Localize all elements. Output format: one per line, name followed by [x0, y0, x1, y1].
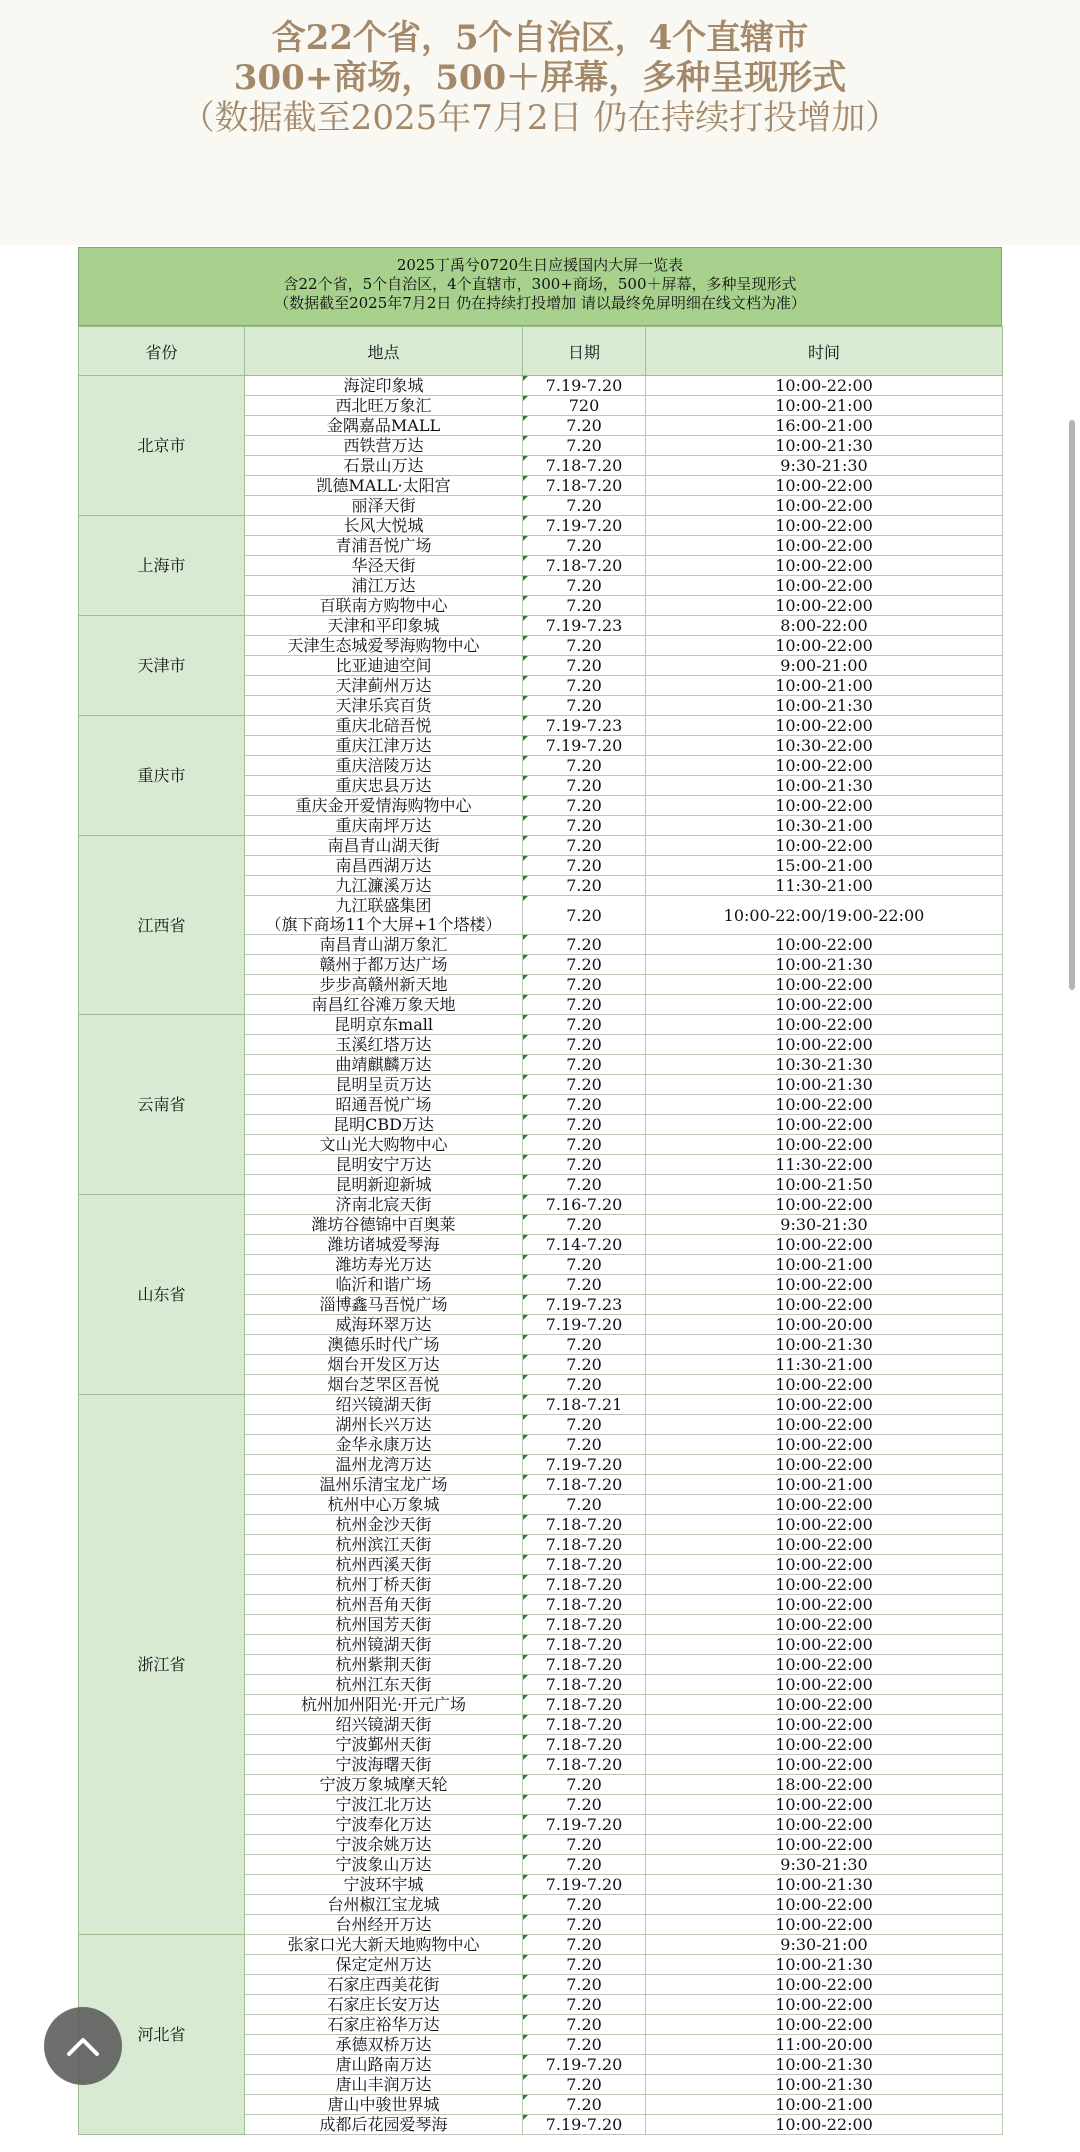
location-cell: 昆明安宁万达: [245, 1155, 523, 1175]
time-cell: 10:00-22:00: [646, 1535, 1003, 1555]
location-cell: 浦江万达: [245, 576, 523, 596]
date-cell: 7.20: [523, 536, 646, 556]
date-cell: 7.18-7.20: [523, 1595, 646, 1615]
location-cell: 绍兴镜湖天街: [245, 1395, 523, 1415]
time-cell: 16:00-21:00: [646, 416, 1003, 436]
date-cell: 7.20: [523, 896, 646, 935]
date-cell: 7.20: [523, 1955, 646, 1975]
date-cell: 7.19-7.20: [523, 2115, 646, 2135]
table-row: [79, 1395, 1003, 1415]
time-cell: 10:00-22:00: [646, 1655, 1003, 1675]
time-cell: 10:00-21:30: [646, 776, 1003, 796]
location-cell: 文山光大购物中心: [245, 1135, 523, 1155]
time-cell: 10:00-22:00: [646, 1095, 1003, 1115]
date-cell: 7.20: [523, 1135, 646, 1155]
date-cell: 7.20: [523, 596, 646, 616]
location-cell: 石家庄西美花街: [245, 1975, 523, 1995]
time-cell: 10:00-22:00: [646, 836, 1003, 856]
location-cell: 宁波江北万达: [245, 1795, 523, 1815]
time-cell: 10:30-21:00: [646, 816, 1003, 836]
hero-headline: 含22个省，5个自治区，4个直辖市: [271, 18, 809, 58]
schedule-sheet: [78, 247, 1002, 2135]
time-cell: 9:30-21:30: [646, 456, 1003, 476]
time-cell: 10:00-22:00: [646, 1975, 1003, 1995]
location-cell: 九江濂溪万达: [245, 876, 523, 896]
sheet-title: 2025丁禹兮0720生日应援国内大屏一览表: [396, 256, 684, 274]
schedule-table: [78, 326, 1003, 2135]
time-cell: 10:00-22:00: [646, 2115, 1003, 2135]
location-cell: 重庆金开爱情海购物中心: [245, 796, 523, 816]
time-cell: 10:00-21:30: [646, 955, 1003, 975]
province-cell: 重庆市: [79, 716, 245, 836]
date-cell: 7.20: [523, 1915, 646, 1935]
time-cell: 9:30-21:30: [646, 1215, 1003, 1235]
time-cell: 10:00-22:00: [646, 476, 1003, 496]
date-cell: 7.20: [523, 975, 646, 995]
date-cell: 7.20: [523, 576, 646, 596]
date-cell: 7.19-7.20: [523, 1815, 646, 1835]
date-cell: 7.20: [523, 1095, 646, 1115]
time-cell: 9:30-21:30: [646, 1855, 1003, 1875]
date-cell: 7.20: [523, 2095, 646, 2115]
date-cell: 7.19-7.20: [523, 736, 646, 756]
page-scrollbar[interactable]: [1069, 420, 1075, 990]
date-cell: 7.18-7.20: [523, 1515, 646, 1535]
date-cell: 7.20: [523, 1035, 646, 1055]
location-cell: 石家庄裕华万达: [245, 2015, 523, 2035]
location-cell: 长风大悦城: [245, 516, 523, 536]
table-row: [79, 376, 1003, 396]
location-cell: 绍兴镜湖天街: [245, 1715, 523, 1735]
location-cell: 潍坊寿光万达: [245, 1255, 523, 1275]
date-cell: 7.19-7.20: [523, 1315, 646, 1335]
time-cell: 10:30-21:30: [646, 1055, 1003, 1075]
location-cell: 金隅嘉品MALL: [245, 416, 523, 436]
date-cell: 7.20: [523, 416, 646, 436]
province-cell: 浙江省: [79, 1395, 245, 1935]
location-cell: 宁波海曙天街: [245, 1755, 523, 1775]
date-cell: 7.20: [523, 1935, 646, 1955]
date-cell: 7.20: [523, 496, 646, 516]
time-cell: 10:00-22:00: [646, 1755, 1003, 1775]
time-cell: 10:00-21:30: [646, 1875, 1003, 1895]
location-cell: 重庆忠县万达: [245, 776, 523, 796]
time-cell: 8:00-22:00: [646, 616, 1003, 636]
location-cell: 杭州西溪天街: [245, 1555, 523, 1575]
date-cell: 7.14-7.20: [523, 1235, 646, 1255]
date-cell: 7.18-7.20: [523, 1475, 646, 1495]
location-cell: 重庆涪陵万达: [245, 756, 523, 776]
date-cell: 7.20: [523, 1895, 646, 1915]
hero-subheadline: 300+商场，500＋屏幕，多种呈现形式: [233, 58, 847, 98]
date-cell: 7.20: [523, 1495, 646, 1515]
chevron-up-icon: [66, 2035, 100, 2057]
location-cell: 杭州江东天街: [245, 1675, 523, 1695]
time-cell: 11:30-22:00: [646, 1155, 1003, 1175]
date-cell: 7.20: [523, 856, 646, 876]
date-cell: 7.19-7.20: [523, 516, 646, 536]
location-cell: 步步高赣州新天地: [245, 975, 523, 995]
date-cell: 7.19-7.20: [523, 2055, 646, 2075]
date-cell: 7.20: [523, 436, 646, 456]
time-cell: 10:00-22:00: [646, 1135, 1003, 1155]
time-cell: 10:00-22:00: [646, 1615, 1003, 1635]
time-cell: 11:30-21:00: [646, 1355, 1003, 1375]
location-cell: 唐山路南万达: [245, 2055, 523, 2075]
time-cell: 10:00-22:00: [646, 1695, 1003, 1715]
date-cell: 7.18-7.20: [523, 1735, 646, 1755]
column-header-date: 日期: [523, 327, 646, 376]
date-cell: 7.18-7.20: [523, 1715, 646, 1735]
time-cell: 10:00-22:00: [646, 1035, 1003, 1055]
location-cell: 昆明新迎新城: [245, 1175, 523, 1195]
location-cell: 宁波环宇城: [245, 1875, 523, 1895]
date-cell: 7.20: [523, 1255, 646, 1275]
time-cell: 10:00-21:30: [646, 1075, 1003, 1095]
time-cell: 10:00-22:00: [646, 1515, 1003, 1535]
date-cell: 7.20: [523, 1435, 646, 1455]
time-cell: 10:00-22:00: [646, 1435, 1003, 1455]
date-cell: 7.20: [523, 2075, 646, 2095]
location-cell: 唐山丰润万达: [245, 2075, 523, 2095]
time-cell: 10:00-21:00: [646, 676, 1003, 696]
time-cell: 10:00-22:00: [646, 1015, 1003, 1035]
date-cell: 7.18-7.20: [523, 1695, 646, 1715]
time-cell: 10:00-21:00: [646, 1475, 1003, 1495]
location-cell: 南昌青山湖天街: [245, 836, 523, 856]
location-cell: 石景山万达: [245, 456, 523, 476]
location-cell: 百联南方购物中心: [245, 596, 523, 616]
time-cell: 10:00-22:00: [646, 1815, 1003, 1835]
table-row: [79, 516, 1003, 536]
time-cell: 10:30-22:00: [646, 736, 1003, 756]
location-cell: 澳德乐时代广场: [245, 1335, 523, 1355]
time-cell: 15:00-21:00: [646, 856, 1003, 876]
date-cell: 7.20: [523, 696, 646, 716]
date-cell: 7.20: [523, 836, 646, 856]
table-row: [79, 716, 1003, 736]
date-cell: 7.19-7.23: [523, 1295, 646, 1315]
time-cell: 10:00-22:00: [646, 1115, 1003, 1135]
table-header-row: [79, 327, 1003, 376]
date-cell: 7.20: [523, 1855, 646, 1875]
location-cell: 杭州镜湖天街: [245, 1635, 523, 1655]
time-cell: 10:00-22:00: [646, 1275, 1003, 1295]
time-cell: 9:00-21:00: [646, 656, 1003, 676]
date-cell: 7.20: [523, 2035, 646, 2055]
location-cell: 曲靖麒麟万达: [245, 1055, 523, 1075]
time-cell: 10:00-22:00: [646, 1895, 1003, 1915]
column-header-location: 地点: [245, 327, 523, 376]
location-cell: 杭州中心万象城: [245, 1495, 523, 1515]
location-cell: 华泾天街: [245, 556, 523, 576]
location-cell: 昆明呈贡万达: [245, 1075, 523, 1095]
location-cell: 宁波万象城摩天轮: [245, 1775, 523, 1795]
location-cell: 杭州金沙天街: [245, 1515, 523, 1535]
date-cell: 7.20: [523, 1375, 646, 1395]
date-cell: 7.20: [523, 776, 646, 796]
time-cell: 10:00-22:00: [646, 1375, 1003, 1395]
province-cell: 上海市: [79, 516, 245, 616]
time-cell: 11:30-21:00: [646, 876, 1003, 896]
time-cell: 10:00-21:00: [646, 1255, 1003, 1275]
location-cell: 湖州长兴万达: [245, 1415, 523, 1435]
time-cell: 10:00-22:00: [646, 796, 1003, 816]
time-cell: 10:00-22:00: [646, 376, 1003, 396]
date-cell: 7.19-7.23: [523, 716, 646, 736]
back-to-top-button[interactable]: [44, 2007, 122, 2085]
location-cell: 温州乐清宝龙广场: [245, 1475, 523, 1495]
time-cell: 10:00-22:00: [646, 1495, 1003, 1515]
location-cell: 凯德MALL·太阳宫: [245, 476, 523, 496]
location-cell: 杭州丁桥天街: [245, 1575, 523, 1595]
hero-banner: [0, 0, 1080, 245]
time-cell: 10:00-21:00: [646, 2095, 1003, 2115]
date-cell: 7.20: [523, 1275, 646, 1295]
date-cell: 7.19-7.20: [523, 1875, 646, 1895]
province-cell: 北京市: [79, 376, 245, 516]
province-cell: 江西省: [79, 836, 245, 1015]
date-cell: 7.18-7.20: [523, 1755, 646, 1775]
date-cell: 7.20: [523, 1415, 646, 1435]
table-row: [79, 1015, 1003, 1035]
location-cell: 比亚迪迪空间: [245, 656, 523, 676]
location-cell: 烟台芝罘区吾悦: [245, 1375, 523, 1395]
location-cell: 南昌西湖万达: [245, 856, 523, 876]
date-cell: 7.20: [523, 1055, 646, 1075]
time-cell: 10:00-22:00: [646, 1455, 1003, 1475]
location-cell: 天津乐宾百货: [245, 696, 523, 716]
date-cell: 7.20: [523, 1155, 646, 1175]
sheet-note: （数据截至2025年7月2日 仍在持续打投增加 请以最终免屏明细在线文档为准）: [274, 294, 806, 312]
location-cell: 重庆南坪万达: [245, 816, 523, 836]
province-cell: 山东省: [79, 1195, 245, 1395]
time-cell: 10:00-21:30: [646, 436, 1003, 456]
location-cell: 昆明CBD万达: [245, 1115, 523, 1135]
date-cell: 7.20: [523, 1795, 646, 1815]
date-cell: 7.18-7.20: [523, 556, 646, 576]
location-cell: 西北旺万象汇: [245, 396, 523, 416]
time-cell: 9:30-21:00: [646, 1935, 1003, 1955]
time-cell: 10:00-22:00: [646, 596, 1003, 616]
location-cell: 济南北宸天街: [245, 1195, 523, 1215]
date-cell: 7.20: [523, 796, 646, 816]
time-cell: 10:00-22:00: [646, 496, 1003, 516]
location-cell: 天津和平印象城: [245, 616, 523, 636]
date-cell: 7.20: [523, 1835, 646, 1855]
date-cell: 7.18-7.21: [523, 1395, 646, 1415]
location-cell: 温州龙湾万达: [245, 1455, 523, 1475]
location-cell: 宁波余姚万达: [245, 1835, 523, 1855]
time-cell: 10:00-22:00: [646, 1635, 1003, 1655]
location-cell: 杭州国芳天街: [245, 1615, 523, 1635]
date-cell: 7.19-7.20: [523, 1455, 646, 1475]
time-cell: 10:00-22:00: [646, 756, 1003, 776]
time-cell: 10:00-21:30: [646, 2075, 1003, 2095]
date-cell: 7.20: [523, 955, 646, 975]
time-cell: 10:00-22:00: [646, 995, 1003, 1015]
date-cell: 7.20: [523, 2015, 646, 2035]
location-cell: 张家口光大新天地购物中心: [245, 1935, 523, 1955]
time-cell: 10:00-22:00: [646, 1835, 1003, 1855]
location-cell: 成都后花园爱琴海: [245, 2115, 523, 2135]
date-cell: 7.20: [523, 935, 646, 955]
time-cell: 10:00-22:00: [646, 716, 1003, 736]
location-cell: 杭州紫荆天街: [245, 1655, 523, 1675]
date-cell: 7.20: [523, 1175, 646, 1195]
time-cell: 10:00-21:30: [646, 1955, 1003, 1975]
date-cell: 7.18-7.20: [523, 1555, 646, 1575]
location-cell: 承德双桥万达: [245, 2035, 523, 2055]
location-cell: 西铁营万达: [245, 436, 523, 456]
date-cell: 7.20: [523, 1215, 646, 1235]
time-cell: 11:00-20:00: [646, 2035, 1003, 2055]
time-cell: 10:00-21:30: [646, 2055, 1003, 2075]
location-cell: 天津生态城爱琴海购物中心: [245, 636, 523, 656]
date-cell: 7.20: [523, 816, 646, 836]
date-cell: 7.20: [523, 1015, 646, 1035]
location-cell: 威海环翠万达: [245, 1315, 523, 1335]
time-cell: 10:00-22:00: [646, 556, 1003, 576]
location-cell: 杭州滨江天街: [245, 1535, 523, 1555]
location-cell: 潍坊谷德锦中百奥莱: [245, 1215, 523, 1235]
location-cell: 石家庄长安万达: [245, 1995, 523, 2015]
time-cell: 10:00-21:30: [646, 696, 1003, 716]
location-cell: 潍坊诸城爱琴海: [245, 1235, 523, 1255]
location-cell: 海淀印象城: [245, 376, 523, 396]
time-cell: 10:00-21:30: [646, 1335, 1003, 1355]
location-cell: 南昌红谷滩万象天地: [245, 995, 523, 1015]
date-cell: 720: [523, 396, 646, 416]
time-cell: 10:00-22:00: [646, 935, 1003, 955]
date-cell: 7.20: [523, 1355, 646, 1375]
location-cell: 重庆江津万达: [245, 736, 523, 756]
time-cell: 10:00-21:00: [646, 396, 1003, 416]
time-cell: 10:00-22:00: [646, 1295, 1003, 1315]
date-cell: 7.18-7.20: [523, 1535, 646, 1555]
location-cell: 台州椒江宝龙城: [245, 1895, 523, 1915]
time-cell: 10:00-22:00: [646, 1575, 1003, 1595]
date-cell: 7.18-7.20: [523, 1575, 646, 1595]
time-cell: 10:00-22:00: [646, 516, 1003, 536]
time-cell: 10:00-22:00: [646, 1235, 1003, 1255]
location-cell: 杭州加州阳光·开元广场: [245, 1695, 523, 1715]
time-cell: 10:00-22:00: [646, 536, 1003, 556]
sheet-header: [78, 247, 1002, 326]
location-cell: 金华永康万达: [245, 1435, 523, 1455]
table-row: [79, 1935, 1003, 1955]
date-cell: 7.20: [523, 1995, 646, 2015]
time-cell: 10:00-22:00: [646, 1595, 1003, 1615]
time-cell: 10:00-21:50: [646, 1175, 1003, 1195]
location-cell: 台州经开万达: [245, 1915, 523, 1935]
time-cell: 10:00-22:00: [646, 2015, 1003, 2035]
date-cell: 7.16-7.20: [523, 1195, 646, 1215]
time-cell: 10:00-22:00: [646, 1675, 1003, 1695]
date-cell: 7.18-7.20: [523, 456, 646, 476]
location-cell: 宁波鄞州天街: [245, 1735, 523, 1755]
time-cell: 10:00-22:00: [646, 1735, 1003, 1755]
time-cell: 10:00-22:00: [646, 636, 1003, 656]
location-cell: 丽泽天街: [245, 496, 523, 516]
date-cell: 7.18-7.20: [523, 1635, 646, 1655]
location-cell: 昭通吾悦广场: [245, 1095, 523, 1115]
sheet-subtitle: 含22个省，5个自治区，4个直辖市，300+商场，500＋屏幕，多种呈现形式: [283, 275, 797, 293]
location-cell: 昆明京东mall: [245, 1015, 523, 1035]
date-cell: 7.19-7.20: [523, 376, 646, 396]
province-cell: 天津市: [79, 616, 245, 716]
location-cell: 南昌青山湖万象汇: [245, 935, 523, 955]
date-cell: 7.20: [523, 636, 646, 656]
date-cell: 7.18-7.20: [523, 476, 646, 496]
date-cell: 7.20: [523, 1775, 646, 1795]
location-cell: 保定定州万达: [245, 1955, 523, 1975]
location-cell: 九江联盛集团 （旗下商场11个大屏+1个塔楼）: [245, 896, 523, 935]
date-cell: 7.18-7.20: [523, 1675, 646, 1695]
date-cell: 7.20: [523, 1975, 646, 1995]
province-cell: 河北省: [79, 1935, 245, 2135]
province-cell: 云南省: [79, 1015, 245, 1195]
hero-note: （数据截至2025年7月2日 仍在持续打投增加）: [180, 98, 900, 138]
location-cell: 赣州于都万达广场: [245, 955, 523, 975]
date-cell: 7.20: [523, 995, 646, 1015]
location-cell: 玉溪红塔万达: [245, 1035, 523, 1055]
location-cell: 烟台开发区万达: [245, 1355, 523, 1375]
location-cell: 淄博鑫马吾悦广场: [245, 1295, 523, 1315]
date-cell: 7.20: [523, 676, 646, 696]
date-cell: 7.20: [523, 1335, 646, 1355]
time-cell: 10:00-22:00: [646, 1415, 1003, 1435]
time-cell: 18:00-22:00: [646, 1775, 1003, 1795]
location-cell: 宁波象山万达: [245, 1855, 523, 1875]
time-cell: 10:00-22:00: [646, 1995, 1003, 2015]
time-cell: 10:00-22:00: [646, 576, 1003, 596]
location-cell: 杭州吾角天街: [245, 1595, 523, 1615]
location-cell: 天津蓟州万达: [245, 676, 523, 696]
column-header-province: 省份: [79, 327, 245, 376]
date-cell: 7.19-7.23: [523, 616, 646, 636]
time-cell: 10:00-22:00: [646, 1195, 1003, 1215]
time-cell: 10:00-22:00: [646, 1395, 1003, 1415]
location-cell: 重庆北碚吾悦: [245, 716, 523, 736]
date-cell: 7.20: [523, 756, 646, 776]
table-row: [79, 1195, 1003, 1215]
table-row: [79, 836, 1003, 856]
location-cell: 临沂和谐广场: [245, 1275, 523, 1295]
date-cell: 7.18-7.20: [523, 1615, 646, 1635]
time-cell: 10:00-22:00: [646, 1915, 1003, 1935]
date-cell: 7.20: [523, 876, 646, 896]
time-cell: 10:00-22:00/19:00-22:00: [646, 896, 1003, 935]
table-body: [79, 376, 1003, 2135]
date-cell: 7.18-7.20: [523, 1655, 646, 1675]
table-row: [79, 616, 1003, 636]
date-cell: 7.20: [523, 656, 646, 676]
location-cell: 宁波奉化万达: [245, 1815, 523, 1835]
date-cell: 7.20: [523, 1115, 646, 1135]
time-cell: 10:00-22:00: [646, 1555, 1003, 1575]
time-cell: 10:00-22:00: [646, 1715, 1003, 1735]
location-cell: 青浦吾悦广场: [245, 536, 523, 556]
time-cell: 10:00-20:00: [646, 1315, 1003, 1335]
location-cell: 唐山中骏世界城: [245, 2095, 523, 2115]
time-cell: 10:00-22:00: [646, 1795, 1003, 1815]
time-cell: 10:00-22:00: [646, 975, 1003, 995]
date-cell: 7.20: [523, 1075, 646, 1095]
column-header-time: 时间: [646, 327, 1003, 376]
